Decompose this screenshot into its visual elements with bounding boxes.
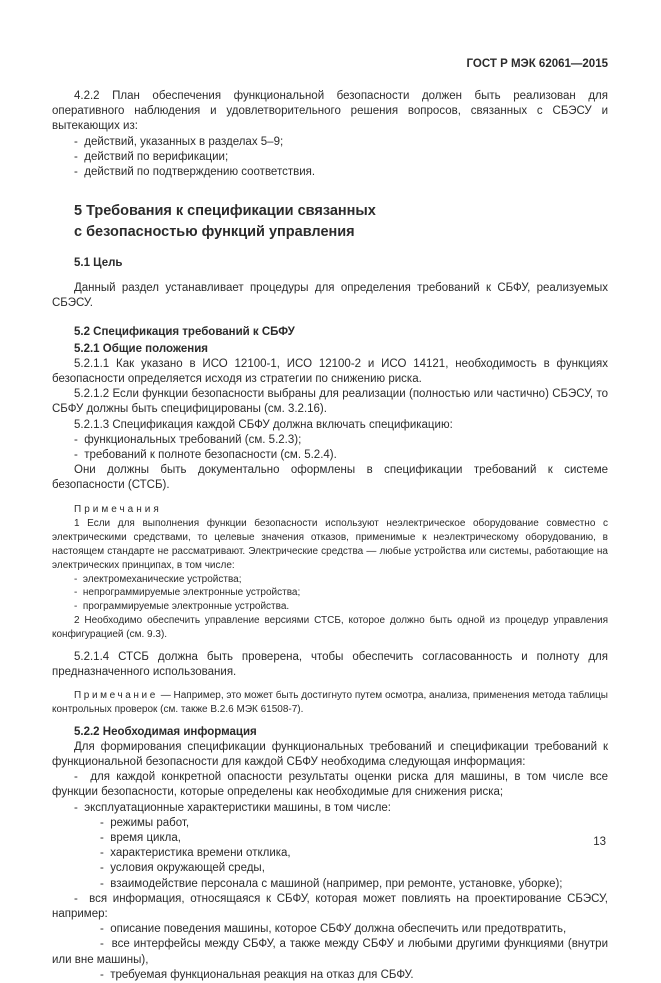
sub-list-item: - требуемая функциональная реакция на отказ для СБФУ. <box>52 968 608 983</box>
sub-list-item: - режимы работ, <box>52 816 608 831</box>
page-number: 13 <box>593 836 606 848</box>
heading-5-2: 5.2 Спецификация требований к СБФУ <box>74 325 295 338</box>
list-item: - действий по верификации; <box>52 150 608 165</box>
paragraph-5-2-1-3: 5.2.1.3 Спецификация каждой СБФУ должна включать спецификацию: <box>74 418 453 431</box>
sub-list-item: - время цикла, <box>52 831 608 846</box>
heading-5-2-1: 5.2.1 Общие положения <box>74 342 209 355</box>
sub-list-item: - все интерфейсы между СБФУ, а также между СБФУ и любыми другими функциями (внутри или вне машины), <box>52 937 608 967</box>
note-list-item: - электромеханические устройства; <box>52 573 608 587</box>
note-list-item: - непрограммируемые электронные устройства; <box>52 586 608 600</box>
section-5-heading <box>74 201 608 243</box>
section-5-heading-line1: 5 Требования к спецификации связанных <box>74 203 376 220</box>
list-item: - эксплуатационные характеристики машины, в том числе: <box>52 801 608 816</box>
paragraph-5-2-2: Для формирования спецификации функциональных требований и спецификации требований к функциональной безопасности для каждой СБФУ необходима следующая информация: <box>52 740 608 769</box>
note-label: Примечание <box>74 690 158 702</box>
list-item: - действий по подтверждению соответствия. <box>52 165 608 180</box>
paragraph-4-2-2: 4.2.2 План обеспечения функциональной безопасности должен быть реализован для оперативного наблюдения и удовлетворительного решения вопросов, связанных с СБЭСУ и вытекающих из: <box>52 90 608 133</box>
sub-list-item: - условия окружающей среды, <box>52 861 608 876</box>
doc-code-header: ГОСТ Р МЭК 62061—2015 <box>466 58 608 70</box>
paragraph-5-2-1-3b: Они должны быть документально оформлены в спецификации требований к системе безопасности (СТСБ). <box>52 464 608 492</box>
notes-block <box>52 503 608 642</box>
list-item: - требований к полноте безопасности (см. 5.2.4). <box>52 448 608 463</box>
note-5-2-1-4 <box>52 689 608 717</box>
paragraph-5-2-1-4: 5.2.1.4 СТСБ должна быть проверена, чтобы обеспечить согласованность и полноту для предназначенного использования. <box>52 650 608 678</box>
sub-list-item: - описание поведения машины, которое СБФУ должна обеспечить или предотвратить, <box>52 922 608 937</box>
list-item: - функциональных требований (см. 5.2.3); <box>52 433 608 448</box>
paragraph-5-1: Данный раздел устанавливает процедуры для определения требований к СБФУ, реализуемых СБЭСУ. <box>52 282 608 310</box>
note-list-item: - программируемые электронные устройства. <box>52 600 608 614</box>
sub-list-item: - взаимодействие персонала с машиной (например, при ремонте, установке, уборке); <box>52 877 608 892</box>
sub-list-item: - характеристика времени отклика, <box>52 846 608 861</box>
list-item: - действий, указанных в разделах 5–9; <box>52 135 608 150</box>
note-2: 2 Необходимо обеспечить управление версиями СТСБ, которое должно быть одной из процедур управления конфигурацией (см. 9.3). <box>52 615 608 640</box>
note-1: 1 Если для выполнения функции безопасности используют неэлектрическое оборудование совместно с электрическими средствами, то целевые значения отказов, применимые к неэлектрическому оборудованию, в настоящем стандарте не рассматривают. Электрические средства — любые устройства или системы, работающие на электрических принципах, в том числе: <box>52 518 608 571</box>
section-5-heading-line2: с безопасностью функций управления <box>74 224 355 241</box>
paragraph-5-2-1-2: 5.2.1.2 Если функции безопасности выбраны для реализации (полностью или частично) СБЭСУ, то СБФУ должны быть специфицированы (см. 3.2.16). <box>52 388 608 416</box>
notes-title: Примечания <box>74 503 162 515</box>
note-text: — Например, это может быть достигнуто путем осмотра, анализа, применения метода таблицы контрольных проверок (см. также В.2.6 МЭК 61508-7). <box>52 690 608 715</box>
heading-5-2-2: 5.2.2 Необходимая информация <box>74 725 257 738</box>
list-item: - вся информация, относящаяся к СБФУ, которая может повлиять на проектирование СБЭСУ, например: <box>52 892 608 922</box>
list-item: - для каждой конкретной опасности результаты оценки риска для машины, в том числе все функции безопасности, которые определены как необходимые для снижения риска; <box>52 770 608 800</box>
paragraph-5-2-1-1: 5.2.1.1 Как указано в ИСО 12100-1, ИСО 12100-2 и ИСО 14121, необходимость в функциях безопасности определяется исходя из стратегии по снижению риска. <box>52 357 608 386</box>
heading-5-1: 5.1 Цель <box>74 257 123 270</box>
